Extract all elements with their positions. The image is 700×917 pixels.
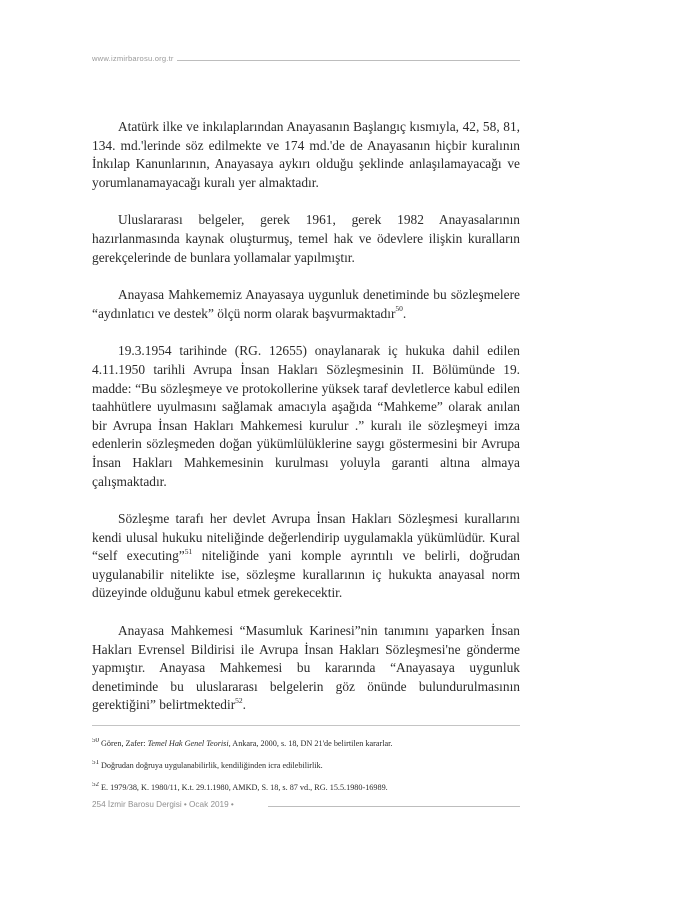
footnote-number: 51 (92, 760, 99, 767)
footer-journal-info: 254 İzmir Barosu Dergisi • Ocak 2019 • (92, 800, 234, 809)
footnote-book-title: Temel Hak Genel Teorisi (147, 739, 229, 748)
footnote-51 (92, 760, 520, 771)
footnote-50 (92, 738, 520, 749)
footnote-text: Gören, Zafer: (101, 739, 148, 748)
footer-rule (268, 806, 520, 807)
footnote-52 (92, 782, 520, 793)
footnotes (92, 738, 520, 804)
paragraph-text: Anayasa Mahkememiz Anayasaya uygunluk denetiminde bu sözleşmelere “aydınlatıcı ve destek” ölçü norm olarak başvurmaktadır (92, 287, 520, 321)
paragraph-3 (92, 286, 520, 323)
footnote-number: 52 (92, 782, 99, 789)
footnote-text: Doğrudan doğruya uygulanabilirlik, kendiliğinden icra edilebilirlik. (101, 761, 323, 770)
footnote-number: 50 (92, 738, 99, 745)
paragraph-text-end: niteliğinde yani komple ayrıntılı ve belirli, doğrudan uygulanabilir nitelikte ise, sözleşme kurallarının iç hukukta anayasal norm düzeyinde olduğunu kabul etmek gerekecektir. (92, 548, 520, 601)
paragraph-text-end: . (402, 305, 407, 321)
footnote-ref-51[interactable]: 51 (184, 546, 193, 556)
footnote-text-rest: , Ankara, 2000, s. 18, DN 21'de belirtilen kararlar. (228, 739, 393, 748)
footnote-text: E. 1979/38, K. 1980/11, K.t. 29.1.1980, AMKD, S. 18, s. 87 vd., RG. 15.5.1980-16989. (101, 783, 388, 792)
footnote-ref-50[interactable]: 50 (395, 304, 403, 314)
paragraph-text: Anayasa Mahkemesi “Masumluk Karinesi”nin tanımını yaparken İnsan Hakları Evrensel Bildirisi ile Avrupa İnsan Hakları Sözleşmesi'ne gönderme yapmıştır. Anayasa Mahkemesi bu kararında “Anayasaya uygunluk denetiminde bu uluslararası belgelerin göz önünde bulundurulmasının gerektiğini” belirtmektedir (92, 623, 520, 713)
page-header (92, 54, 520, 68)
footnote-ref-52[interactable]: 52 (235, 695, 243, 705)
paragraph-1 (92, 118, 520, 192)
header-website: www.izmirbarosu.org.tr (92, 54, 174, 63)
paragraph-text: Atatürk ilke ve inkılaplarından Anayasanın Başlangıç kısmıyla, 42, 58, 81, 134. md.'lerinde söz edilmekte ve 174 md.'de de Anayasanın hiçbir kuralının İnkılap Kanunlarının, Anayasaya aykırı olduğu şeklinde anlaşılamayacağı ve yorumlanamayacağı kuralı yer almaktadır. (92, 119, 520, 190)
paragraph-2 (92, 211, 520, 267)
paragraph-text: Sözleşme tarafı her devlet Avrupa İnsan Hakları Sözleşmesi kurallarını kendi ulusal hukuku niteliğinde değerlendirip uygulamakla yükümlüdür. Kural “self executing” (92, 511, 520, 564)
paragraph-4 (92, 342, 520, 491)
page-footer (92, 800, 520, 814)
paragraph-6 (92, 622, 520, 715)
footnote-separator (92, 725, 520, 726)
header-rule (177, 60, 520, 61)
paragraph-text-end: . (242, 697, 247, 713)
paragraph-text: Uluslararası belgeler, gerek 1961, gerek 1982 Anayasalarının hazırlanmasında kaynak oluşturmuş, temel hak ve ödevlere ilişkin kuralların gerekçelerinde de bunlara yollamalar yapılmıştır. (92, 212, 520, 265)
paragraph-text: 19.3.1954 tarihinde (RG. 12655) onaylanarak iç hukuka dahil edilen 4.11.1950 tarihli Avrupa İnsan Hakları Sözleşmesinin II. Bölümünde 19. madde: “Bu sözleşmeye ve protokollerine yüksek taraf devletlerce kabul edilen taahhütlere uyulmasını sağlamak amacıyla aşağıda “Mahkeme” olarak anılan bir Avrupa İnsan Hakları Mahkemesi kurulur .” kuralı ile sözleşmeyi imza edenlerin sözleşmeden doğan yükümlülüklerine saygı göstermesini bir Avrupa İnsan Hakları Mahkemesinin kurulması yoluyla garanti altına almaya çalışmaktadır. (92, 343, 520, 489)
page-body (92, 118, 520, 734)
paragraph-5 (92, 510, 520, 603)
